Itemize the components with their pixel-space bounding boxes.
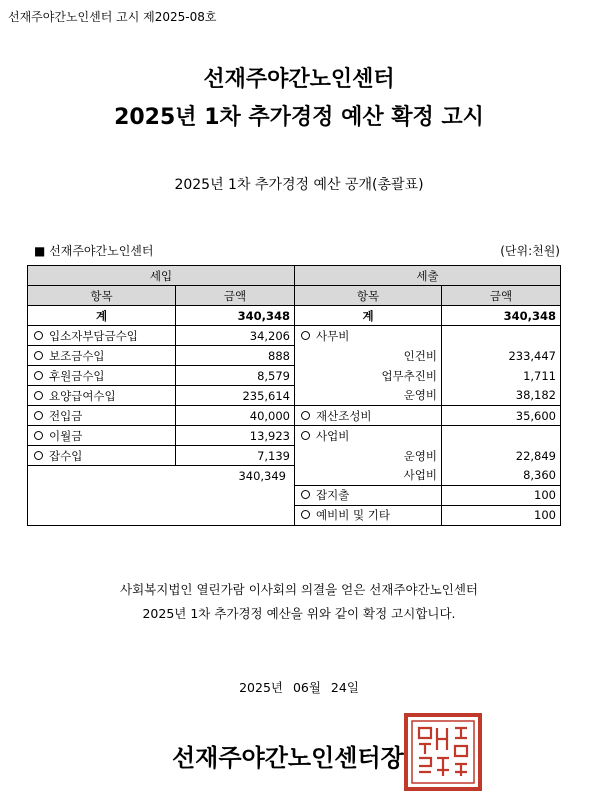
statement-line-1: 사회복지법인 열린가람 이사회의 의결을 얻은 선재주야간노인센터 [120,582,478,597]
expense-amount [442,326,561,346]
subtitle: 2025년 1차 추가경정 예산 공개(총괄표) [174,177,424,193]
expense-amount: 22,849 [442,446,561,466]
signatory-name: 선재주야간노인센터장 [172,743,404,772]
income-amount: 235,614 [176,386,295,406]
circle-bullet-icon [34,351,43,360]
unit-label: (단위:천원) [500,244,560,258]
expense-item-label: 사무비 [316,328,350,343]
table-row [28,485,561,505]
expense-amount: 38,182 [442,386,561,406]
circle-bullet-icon [34,391,43,400]
income-empty-cell [28,485,295,505]
total-row [28,306,561,326]
title-line-1: 선재주야간노인센터 [203,67,395,92]
income-total-amount: 340,348 [176,306,295,326]
income-amount: 888 [176,346,295,366]
statement-line-2: 2025년 1차 추가경정 예산을 위와 같이 확정 고시합니다. [142,606,456,621]
expense-amount: 100 [442,505,561,525]
expense-amount: 1,711 [442,366,561,386]
expense-amount: 8,360 [442,466,561,486]
expense-item [295,406,442,426]
income-item-header: 항목 [28,286,176,306]
expense-subitem: 인건비 [295,346,442,366]
income-item-label: 이월금 [49,428,83,443]
income-item-label: 후원금수입 [49,368,105,383]
expense-subitem: 업무추진비 [295,366,442,386]
income-item [28,406,176,426]
expense-section-header: 세출 [295,266,561,286]
table-row [28,346,561,366]
table-row [28,446,561,466]
income-item-label: 입소자부담금수입 [49,328,138,343]
announcement-date: 2025년 06월 24일 [239,680,359,695]
expense-subitem: 운영비 [295,446,442,466]
expense-total-amount: 340,348 [442,306,561,326]
table-row [28,505,561,525]
income-empty-cell [28,505,295,525]
expense-amount: 233,447 [442,346,561,366]
income-amount: 40,000 [176,406,295,426]
income-amount: 8,579 [176,366,295,386]
expense-item-header: 항목 [295,286,442,306]
circle-bullet-icon [34,371,43,380]
circle-bullet-icon [34,411,43,420]
expense-item [295,326,442,346]
expense-item-label: 재산조성비 [316,408,372,423]
expense-subitem: 운영비 [295,386,442,406]
section-header-row [28,266,561,286]
document-number: 선재주야간노인센터 고시 제2025-08호 [8,10,217,24]
organization-label: ■ 선재주야간노인센터 [34,244,154,258]
income-amount-header: 금액 [176,286,295,306]
income-item-label: 요양급여수입 [49,388,116,403]
income-amount: 13,923 [176,426,295,446]
income-item-label: 보조금수입 [49,348,105,363]
table-row [28,386,561,406]
circle-bullet-icon [34,451,43,460]
expense-amount-header: 금액 [442,286,561,306]
income-item [28,446,176,466]
table-row [28,326,561,346]
expense-item [295,485,442,505]
income-item [28,386,176,406]
expense-amount: 100 [442,485,561,505]
table-row [28,426,561,446]
income-amount: 7,139 [176,446,295,466]
column-header-row [28,286,561,306]
income-item-label: 전입금 [49,408,83,423]
income-amount: 34,206 [176,326,295,346]
expense-item [295,505,442,525]
budget-table [27,265,561,526]
circle-bullet-icon [301,331,310,340]
expense-total-label: 계 [295,306,442,326]
expense-item [295,426,442,446]
circle-bullet-icon [34,331,43,340]
income-item [28,426,176,446]
official-seal-icon [403,712,483,792]
table-row [28,366,561,386]
income-sum: 340,349 [28,466,295,486]
expense-amount: 35,600 [442,406,561,426]
circle-bullet-icon [301,431,310,440]
income-item [28,366,176,386]
table-row [28,466,561,486]
income-item [28,326,176,346]
income-total-label: 계 [28,306,176,326]
circle-bullet-icon [301,490,310,499]
expense-item-label: 사업비 [316,428,350,443]
income-item-label: 잡수입 [49,448,83,463]
expense-amount [442,426,561,446]
circle-bullet-icon [301,510,310,519]
expense-subitem: 사업비 [295,466,442,486]
table-row [28,406,561,426]
circle-bullet-icon [34,431,43,440]
title-line-2: 2025년 1차 추가경정 예산 확정 고시 [114,105,484,130]
expense-item-label: 잡지출 [316,488,350,502]
income-item [28,346,176,366]
expense-item-label: 예비비 및 기타 [316,508,390,522]
circle-bullet-icon [301,411,310,420]
income-section-header: 세입 [28,266,295,286]
